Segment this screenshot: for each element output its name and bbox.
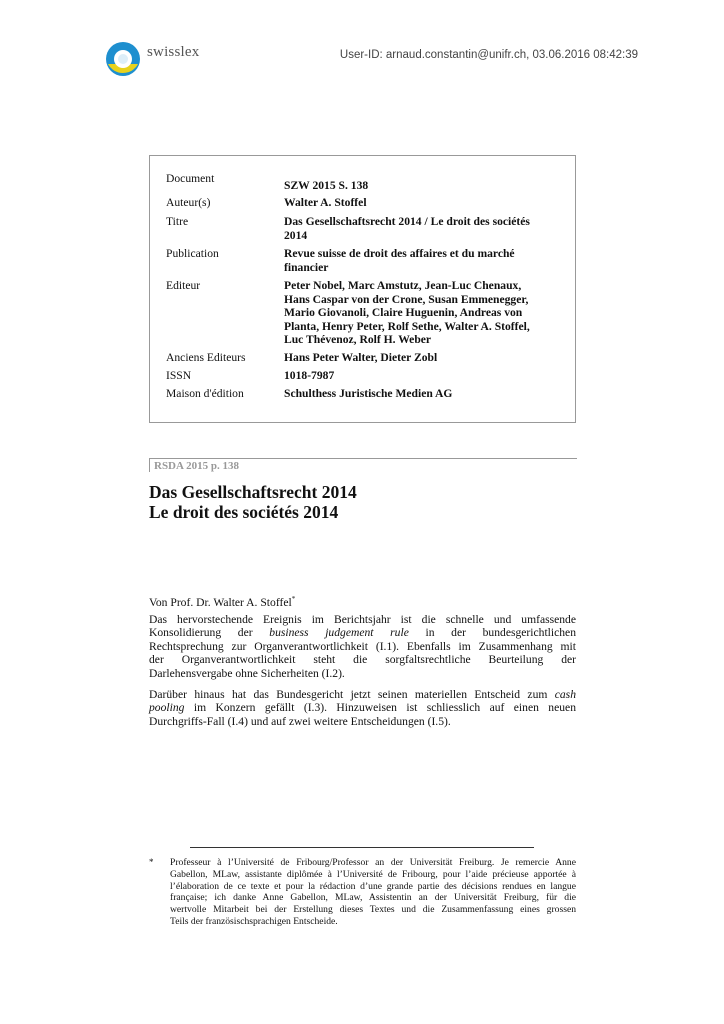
footnote-line: Professeur à l’Université de Fribourg/Professor an der Universität Freiburg. Je remercie Anne <box>170 857 576 868</box>
footnote-text <box>170 857 576 928</box>
meta-label: Editeur <box>166 279 201 292</box>
meta-label: Publication <box>166 247 219 260</box>
text-line: Das hervorstechende Ereignis im Berichtsjahr ist die schnelle und umfassende <box>149 613 576 626</box>
text-run: Darüber hinaus hat das Bundesgericht jetzt seinen materiellen Entscheid zum <box>149 688 555 701</box>
footnote-line: Gabellon, MLaw, assistante diplômée à l’Université de Fribourg, pour l’aide précieuse apportée à <box>170 868 576 880</box>
swisslex-logo-icon <box>104 40 142 78</box>
author-name: Von Prof. Dr. Walter A. Stoffel <box>149 595 292 609</box>
meta-value-line: Mario Giovanoli, Claire Huguenin, Andreas von <box>284 306 523 320</box>
text-line <box>149 626 576 639</box>
document-metadata-box <box>149 155 576 423</box>
meta-value-line: financier <box>284 260 329 274</box>
meta-label: ISSN <box>166 369 192 382</box>
user-id-stamp: User-ID: arnaud.constantin@unifr.ch, 03.06.2016 08:42:39 <box>339 49 638 61</box>
text-line: der Organverantwortlichkeit steht die sorgfaltsrechtliche Beurteilung der <box>149 653 576 667</box>
reference-text: RSDA 2015 p. 138 <box>154 460 239 472</box>
meta-value-line: Luc Thévenoz, Rolf H. Weber <box>284 333 432 347</box>
italic-term: pooling <box>149 701 185 715</box>
footnote-line: wertvolle Mitarbeit bei der Erstellung dieses Textes und die Zusammenfassung eines grossen <box>170 904 576 916</box>
meta-label: Maison d'édition <box>166 387 244 400</box>
intro-paragraph-1 <box>149 613 576 680</box>
meta-value-line: 2014 <box>284 228 308 242</box>
text-run: in der bundesgerichtlichen <box>408 626 576 640</box>
meta-value-line: Planta, Henry Peter, Rolf Sethe, Walter A. Stoffel, <box>284 319 530 333</box>
text-line: Darlehensvergabe ohne Sicherheiten (I.2). <box>149 666 345 680</box>
meta-value: Walter A. Stoffel <box>284 196 367 209</box>
footnote-mark: * <box>149 857 154 867</box>
intro-paragraph-2 <box>149 688 576 728</box>
meta-label: Titre <box>166 215 189 228</box>
footnote-ref-mark: * <box>291 595 296 603</box>
logo-text: swisslex <box>147 44 200 60</box>
text-line <box>149 701 576 714</box>
text-line <box>149 688 576 701</box>
footnote-line: l’élaboration de ce texte et pour la rédaction d’une grande partie des décisions rendues en langue <box>170 880 576 892</box>
meta-value-line: Peter Nobel, Marc Amstutz, Jean-Luc Chenaux, <box>284 279 522 292</box>
meta-value: 1018-7987 <box>284 369 335 382</box>
italic-term: cash <box>554 688 576 701</box>
meta-value-line: Das Gesellschaftsrecht 2014 / Le droit des sociétés <box>284 215 530 228</box>
footnote-divider <box>190 847 534 848</box>
footnote-line: française; ich danke Anne Gabellon, MLaw, Assistentin an der Universität Freiburg, für die <box>170 892 576 904</box>
title-line: Le droit des sociétés 2014 <box>149 502 339 522</box>
text-run: im Konzern gefällt (I.3). Hinzuweisen ist schliesslich auf einen neuen <box>184 701 576 715</box>
meta-label: Anciens Editeurs <box>166 351 246 364</box>
author-line <box>149 595 295 609</box>
meta-value: Hans Peter Walter, Dieter Zobl <box>284 351 438 364</box>
text-line: Durchgriffs-Fall (I.4) und auf zwei weitere Entscheidungen (I.5). <box>149 714 451 728</box>
meta-label: Auteur(s) <box>166 196 211 209</box>
text-run: Konsolidierung der <box>149 626 270 640</box>
italic-term: business judgement rule <box>269 626 409 640</box>
meta-value <box>284 215 563 242</box>
article-title <box>149 482 357 522</box>
reference-bar <box>149 458 577 472</box>
meta-value-line: Hans Caspar von der Crone, Susan Emmenegger, <box>284 292 529 306</box>
meta-label: Document <box>166 172 215 185</box>
meta-value-line: Revue suisse de droit des affaires et du marché <box>284 247 515 260</box>
meta-value: Schulthess Juristische Medien AG <box>284 387 453 400</box>
meta-value <box>284 279 563 347</box>
meta-value <box>284 247 563 274</box>
footnote-line: Teils der französischsprachigen Entscheide. <box>170 915 338 927</box>
meta-value: SZW 2015 S. 138 <box>284 179 369 192</box>
text-line: Rechtsprechung zur Organverantwortlichkeit (I.1). Ebenfalls im Zusammenhang mit <box>149 639 576 653</box>
title-line: Das Gesellschaftsrecht 2014 <box>149 482 357 502</box>
